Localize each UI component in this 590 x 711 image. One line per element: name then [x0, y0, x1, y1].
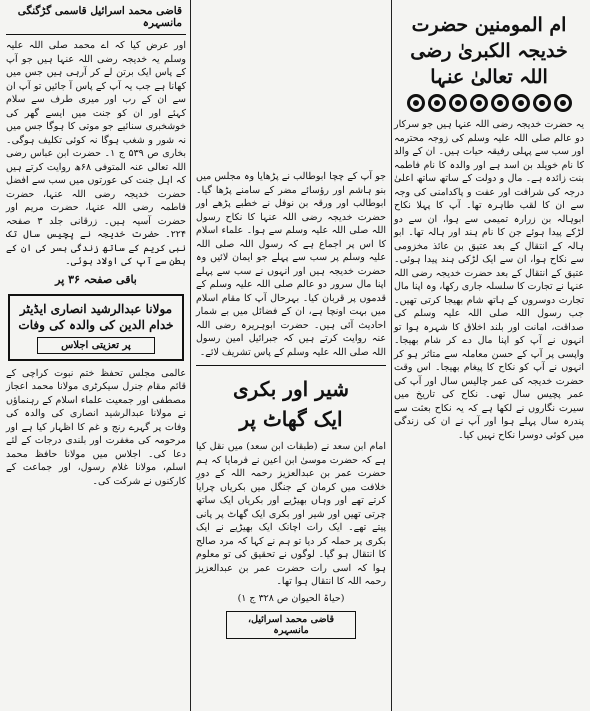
left-article-body: اور عرض کیا کہ اے محمد صلی اللہ علیہ وسلم یہ خدیجہ رضی اللہ عنہا ہیں جو آپ کے پاس ایک برتن لے کر آرہی ہیں جس میں کھانا ہے جب یہ آپ کے پاس آ جائیں تو آپ ان سے ان کے رب اور میری طرف سے سلام کہئے اور ان کو جنت میں ایسے گھر کی خوشخبری سنائیے جو موتی کا ہوگا جس میں نہ شور و شغب ہوگا نہ کوئی تکلیف ہوگی۔ بخاری ص ۵۳۹ ج ۱۔ حضرت ابن عباس رضی اللہ تعالی عنہ المتوفی ۶۸ھ روایت کرتے ہیں کہ اہل جنت کی عورتوں میں سب سے افضل حضرت خدیجہ رضی اللہ عنہا، حضرت فاطمہ رضی اللہ عنہا، حضرت مریم اور حضرت آسیہ ہیں۔ زرقانی جلد ۳ صفحہ ۲۲۴۔ حضرت خدیجہ نے پچیس سال تک نبی کریم کے ساتھ زندگی بسر کی ان کے بطن سے آپ کی اولاد ہوئی۔: [6, 40, 187, 267]
condolence-subtitle: پر تعزیتی اجلاس: [37, 337, 155, 354]
ring-ornament-icon: [449, 94, 467, 112]
ring-ornament-icon: [533, 94, 551, 112]
condolence-box: [8, 294, 184, 361]
left-column: [6, 0, 186, 711]
ring-ornament-icon: [470, 94, 488, 112]
article-body: یہ حضرت خدیجہ رضی اللہ عنہا ہیں جو سرکار دو عالم صلی اللہ علیہ وسلم کی زوجہ محترمہ اور سب سے پہلی رفیقہ حیات ہیں۔ ان کے والد کا نام خویلد بن اسد ہے اور والدہ کا نام فاطمہ بنت زائدہ ہے۔ مال و دولت کے ساتھ ساتھ اعلیٰ درجہ کی شرافت اور عفت و پاکدامنی کی وجہ سے ان کا لقب طاہرہ تھا۔ آپ کا پہلا نکاح ابوہالہ بن زرارہ تمیمی سے ہوا، ان سے دو لڑکے پیدا ہوئے جن کا نام ہند اور ہالہ تھا۔ ابو ہالہ کے انتقال کے بعد عتیق بن عائذ مخزومی سے نکاح ہوا، ان سے ایک لڑکی ہند پیدا ہوئی۔ عتیق کے انتقال کے بعد حضرت خدیجہ رضی اللہ عنہا نے تجارت کا سلسلہ جاری رکھا، وہ اپنا مال تجارت دوسروں کے ہاتھ شام بھیجا کرتی تھیں۔ جب رسول اللہ صلی اللہ علیہ وسلم کی صداقت، امانت اور بلند اخلاق کا شہرہ ہوا تو انہوں نے آپ کو اپنا مال دے کر شام بھیجا۔ واپسی پر آپ کے حسن معاملہ سے متاثر ہو کر انہوں نے آپ کو نکاح کا پیغام بھیجا۔ اس وقت حضرت خدیجہ کی عمر چالیس سال اور آپ کی عمر پچیس سال تھی۔ نکاح کی تاریخ میں سیرت نگاروں نے لکھا ہے کہ یہ نکاح بعثت سے پندرہ سال پہلے ہوا اور آپ نے ان کی زندگی میں کوئی دوسرا نکاح نہیں کیا۔: [394, 119, 584, 441]
ring-ornament-icon: [428, 94, 446, 112]
ring-ornament-icon: [407, 94, 425, 112]
story-reference: (حیاۃ الحیوان ص ۳۲۸ ج ۱): [237, 592, 345, 604]
story-title-line-2: ایک گھاٹ پر: [239, 407, 343, 431]
article-title: ام المومنین حضرت خدیجہ الکبریٰ رضی اللہ تعالیٰ عنہا: [410, 14, 568, 88]
column-divider: [190, 0, 191, 711]
continued-note: باقی صفحہ ۳۶ پر: [55, 272, 137, 286]
ring-ornament-icon: [512, 94, 530, 112]
article-continuation: جو آپ کے چچا ابوطالب نے پڑھایا وہ مجلس میں بنو ہاشم اور رؤسائے مضر کے سامنے پڑھا گیا۔ ابوطالب اور ورقہ بن نوفل نے خطبے پڑھے اور حضرت خدیجہ رضی اللہ عنہا کا نکاح رسول اللہ صلی اللہ علیہ وسلم سے ہوا۔ علماء اسلام کا اس پر اجماع ہے کہ رسول اللہ صلی اللہ علیہ وسلم پر سب سے پہلے جو ایمان لائیں وہ حضرت خدیجہ ہیں اور انہوں نے سب سے پہلے اپنا مال سرور دو عالم صلی اللہ علیہ وسلم کے قدموں پر قربان کیا۔ بہرحال آپ کا مقام اسلام میں بہت اونچا ہے، ان کے فضائل میں بے شمار احادیث آئی ہیں۔ حضرت ابوہریرہ رضی اللہ عنہ روایت کرتے ہیں کہ جبرائیل امین رسول اللہ صلی اللہ علیہ وسلم کے پاس تشریف لائے۔: [196, 171, 386, 358]
middle-column: [196, 0, 386, 711]
section-divider: [196, 365, 386, 366]
story-author: قاضی محمد اسرائیل، مانسہرہ: [226, 611, 356, 639]
story-body: امام ابن سعد نے (طبقات ابن سعد) میں نقل کیا ہے کہ حضرت موسیٰ ابن اعین نے فرمایا کہ ہم حضرت عمر بن عبدالعزیز رحمہ اللہ کے دورِ خلافت میں کرمان کے جنگل میں بکریاں چرایا کرتے تھے اور وہاں بھیڑیے اور بکریاں ایک ساتھ چرتی تھیں اور شیر اور بکری ایک گھاٹ پر پانی پیتے تھے۔ ایک رات اچانک ایک بھیڑیے نے ایک بکری پر حملہ کر دیا تو ہم نے کہا کہ مرد صالح کا انتقال ہو گیا۔ لوگوں نے تحقیق کی تو معلوم ہوا کہ اسی رات حضرت عمر بن عبدالعزیز رحمہ اللہ کا انتقال ہوا تھا۔: [196, 441, 386, 587]
condolence-body: عالمی مجلس تحفظ ختم نبوت کراچی کے قائم مقام جنرل سیکرٹری مولانا محمد اعجاز مصطفی اور جمعیت علماء اسلام کے رہنماؤں نے مولانا عبدالرشید انصاری کی والدہ کی وفات پر گہرے رنج و غم کا اظہار کیا ہے اور مرحومہ کی مغفرت اور بلندی درجات کے لئے دعا کی۔ اجلاس میں مولانا حافظ محمد اسلم، مولانا غلام رسول، اور جماعت کے کارکنوں نے شرکت کی۔: [6, 367, 186, 487]
story-title: [196, 374, 386, 434]
column-divider: [391, 0, 392, 711]
author-header: قاضی محمد اسرائیل قاسمی گڑگنگی مانسہرہ: [6, 0, 186, 35]
main-article-column: [394, 0, 584, 711]
condolence-title: مولانا عبدالرشید انصاری ایڈیٹر خدام الدین کی والدہ کی وفات: [18, 301, 174, 332]
ring-ornament-icon: [491, 94, 509, 112]
decorative-chain-border: [394, 94, 584, 112]
ring-ornament-icon: [554, 94, 572, 112]
story-title-line-1: شیر اور بکری: [233, 377, 349, 401]
